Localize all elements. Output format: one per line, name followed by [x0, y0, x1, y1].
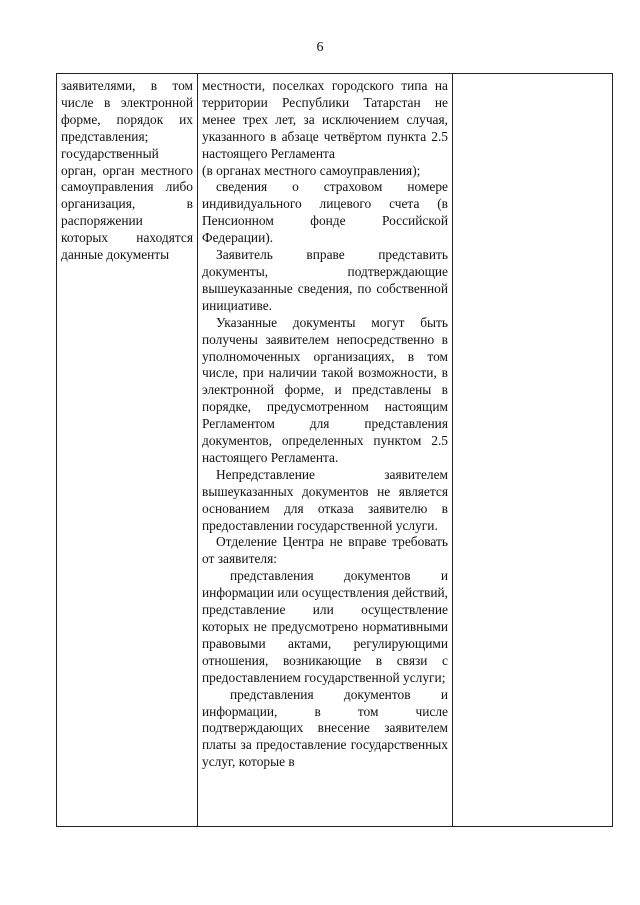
regulation-table	[56, 73, 613, 827]
paragraph: Отделение Центра не вправе требовать от заявителя:	[202, 534, 448, 567]
paragraph: представления документов и информации, в том числе подтверждающих внесение заявителем платы за предоставление государственных услуг, которые в	[202, 686, 448, 770]
paragraph: Непредставление заявителем вышеуказанных документов не является основанием для отказа заявителю в предоставлении государственной услуги.	[202, 466, 448, 533]
paragraph: Заявитель вправе представить документы, подтверждающие вышеуказанные сведения, по собственной инициативе.	[202, 247, 448, 313]
paragraph: представления документов и информации или осуществления действий, представление или осуществление которых не предусмотрено нормативными правовыми актами, регулирующими отношения, возникающие в связи с предоставлением государственной услуги;	[202, 568, 448, 685]
cell-text-requirement: заявителями, в том числе в электронной форме, порядок их представления; государственный орган, орган местного самоуправления либо организация, в распоряжении которых находятся данные документы	[61, 78, 193, 263]
table-cell-content	[198, 74, 453, 826]
page-number: 6	[316, 40, 324, 55]
paragraph: местности, поселках городского типа на территории Республики Татарстан не менее трех лет, за исключением случая, указанного в абзаце четвёртом пункта 2.5 настоящего Регламента	[202, 78, 448, 161]
paragraph: Указанные документы могут быть получены заявителем непосредственно в уполномоченных организациях, в том числе, при наличии такой возможности, в электронной форме, и представлены в порядке, предусмотренном настоящим Регламентом для представления документов, определенных пунктом 2.5 настоящего Регламента.	[202, 314, 448, 465]
table-cell-requirement	[57, 74, 198, 826]
paragraph: сведения о страховом номере индивидуального лицевого счета (в Пенсионном фонде Российской Федерации).	[202, 179, 448, 246]
cell-text-content	[202, 78, 448, 771]
table-cell-notes	[453, 74, 612, 826]
paragraph: (в органах местного самоуправления);	[202, 162, 421, 178]
